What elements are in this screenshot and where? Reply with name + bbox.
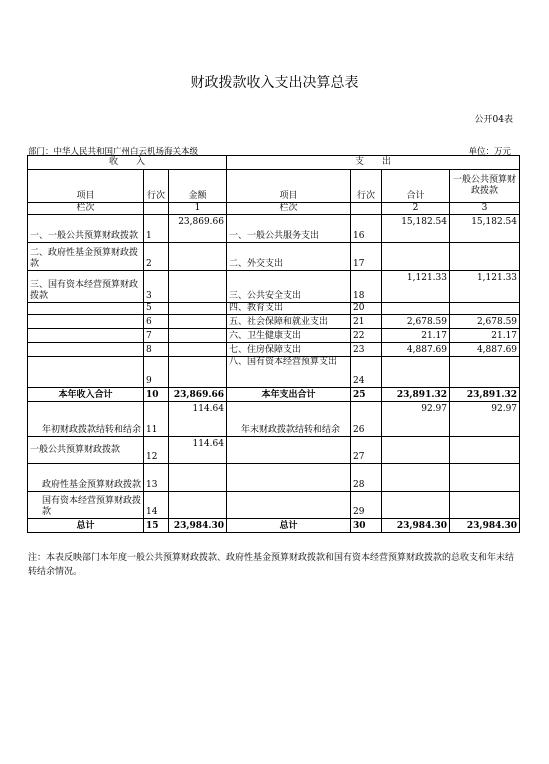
income-amount [169, 329, 227, 343]
table-header-row [28, 156, 520, 170]
income-item: 三、国有资本经营预算财政拨款 [28, 271, 144, 303]
expense-total [382, 492, 450, 519]
table-row [28, 357, 520, 388]
income-amount [169, 492, 227, 519]
income-item: 国有资本经营预算财政拨款 [28, 492, 144, 519]
expense-rowno: 23 [351, 343, 382, 357]
expense-rowno: 22 [351, 329, 382, 343]
income-rowno: 15 [144, 519, 169, 533]
income-item: 年初财政拨款结转和结余 [28, 402, 144, 437]
expense-total-header: 合计 [382, 170, 450, 203]
income-item-header: 项目 [28, 170, 144, 203]
expense-rowno: 21 [351, 315, 382, 329]
income-amount [169, 271, 227, 303]
income-rowno: 14 [144, 492, 169, 519]
table-header-row [28, 170, 520, 203]
col-label: 栏次 [227, 203, 351, 215]
income-amount [169, 315, 227, 329]
income-amount [169, 343, 227, 357]
expense-total: 92.97 [382, 402, 450, 437]
income-amount: 23,984.30 [169, 519, 227, 533]
col-index-1: 1 [169, 203, 227, 215]
income-item [28, 357, 144, 388]
income-item: 一、一般公共预算财政拨款 [28, 215, 144, 243]
col-index-2: 2 [382, 203, 450, 215]
income-item: 二、政府性基金预算财政拨款 [28, 243, 144, 271]
expense-total [382, 464, 450, 492]
expense-item [227, 437, 351, 464]
table-row [28, 519, 520, 533]
table-row [28, 243, 520, 271]
table-row [28, 329, 520, 343]
expense-rowno: 30 [351, 519, 382, 533]
expense-item: 六、卫生健康支出 [227, 329, 351, 343]
expense-rowno-header: 行次 [351, 170, 382, 203]
income-amount: 114.64 [169, 437, 227, 464]
form-number: 公开04表 [474, 115, 513, 125]
expense-item-header: 项目 [227, 170, 351, 203]
expense-item: 三、公共安全支出 [227, 271, 351, 303]
income-rowno: 6 [144, 315, 169, 329]
expense-general: 15,182.54 [450, 215, 520, 243]
expense-total: 1,121.33 [382, 271, 450, 303]
expense-general-header: 一般公共预算财政拨款 [450, 170, 520, 203]
income-amount: 23,869.66 [169, 215, 227, 243]
expense-total [382, 357, 450, 388]
department-label: 部门：中华人民共和国广州白云机场海关本级 [28, 147, 199, 157]
expense-item: 本年支出合计 [227, 388, 351, 402]
expense-item [227, 492, 351, 519]
expense-item: 四、教育支出 [227, 303, 351, 315]
expense-rowno: 28 [351, 464, 382, 492]
table-row [28, 437, 520, 464]
expense-total: 23,984.30 [382, 519, 450, 533]
expense-total: 4,887.69 [382, 343, 450, 357]
footnote: 注：本表反映部门本年度一般公共预算财政拨款、政府性基金预算财政拨款和国有资本经营预算财政拨款的总收支和年末结转结余情况。 [28, 553, 515, 577]
income-rowno: 7 [144, 329, 169, 343]
table-row [28, 215, 520, 243]
income-item: 总计 [28, 519, 144, 533]
expense-item: 一、一般公共服务支出 [227, 215, 351, 243]
expense-general: 23,984.30 [450, 519, 520, 533]
expense-rowno: 20 [351, 303, 382, 315]
expense-rowno: 27 [351, 437, 382, 464]
income-rowno: 9 [144, 357, 169, 388]
expense-total: 21.17 [382, 329, 450, 343]
table-row [28, 343, 520, 357]
income-rowno: 2 [144, 243, 169, 271]
income-header: 收 入 [28, 156, 227, 170]
income-rowno: 1 [144, 215, 169, 243]
income-rowno: 12 [144, 437, 169, 464]
expense-item [227, 464, 351, 492]
empty-cell [144, 203, 169, 215]
page-title: 财政拨款收入支出决算总表 [190, 75, 359, 91]
unit-label: 单位：万元 [468, 147, 511, 157]
column-index-row [28, 203, 520, 215]
table-row [28, 388, 520, 402]
income-rowno: 13 [144, 464, 169, 492]
expense-rowno: 26 [351, 402, 382, 437]
table-row [28, 271, 520, 303]
income-amount [169, 464, 227, 492]
income-amount: 114.64 [169, 402, 227, 437]
income-item: 一般公共预算财政拨款 [28, 437, 144, 464]
expense-total: 23,891.32 [382, 388, 450, 402]
income-amount [169, 303, 227, 315]
budget-table [27, 155, 520, 533]
income-rowno: 3 [144, 271, 169, 303]
expense-general [450, 357, 520, 388]
expense-general: 23,891.32 [450, 388, 520, 402]
expense-general [450, 492, 520, 519]
expense-total [382, 243, 450, 271]
expense-general [450, 437, 520, 464]
expense-general: 1,121.33 [450, 271, 520, 303]
expense-general [450, 303, 520, 315]
table-row [28, 402, 520, 437]
expense-general: 2,678.59 [450, 315, 520, 329]
income-rowno: 10 [144, 388, 169, 402]
expense-general: 4,887.69 [450, 343, 520, 357]
table-row [28, 464, 520, 492]
expense-rowno: 16 [351, 215, 382, 243]
income-rowno: 11 [144, 402, 169, 437]
empty-cell [351, 203, 382, 215]
expense-header: 支 出 [227, 156, 520, 170]
income-item: 政府性基金预算财政拨款 [28, 464, 144, 492]
expense-total: 15,182.54 [382, 215, 450, 243]
income-amount-header: 金额 [169, 170, 227, 203]
expense-rowno: 29 [351, 492, 382, 519]
expense-item: 七、住房保障支出 [227, 343, 351, 357]
income-item [28, 343, 144, 357]
income-item [28, 303, 144, 315]
table-row [28, 315, 520, 329]
income-amount [169, 357, 227, 388]
income-amount [169, 243, 227, 271]
expense-general: 21.17 [450, 329, 520, 343]
expense-item: 八、国有资本经营预算支出 [227, 357, 351, 388]
expense-general [450, 464, 520, 492]
expense-total [382, 437, 450, 464]
income-item [28, 315, 144, 329]
col-label: 栏次 [28, 203, 144, 215]
expense-item: 二、外交支出 [227, 243, 351, 271]
income-rowno: 8 [144, 343, 169, 357]
expense-item: 五、社会保障和就业支出 [227, 315, 351, 329]
expense-general [450, 243, 520, 271]
expense-total: 2,678.59 [382, 315, 450, 329]
expense-item: 总计 [227, 519, 351, 533]
income-rowno: 5 [144, 303, 169, 315]
table-row [28, 303, 520, 315]
income-item [28, 329, 144, 343]
expense-rowno: 25 [351, 388, 382, 402]
expense-total [382, 303, 450, 315]
expense-rowno: 24 [351, 357, 382, 388]
expense-rowno: 17 [351, 243, 382, 271]
table-row [28, 492, 520, 519]
expense-rowno: 18 [351, 271, 382, 303]
income-rowno-header: 行次 [144, 170, 169, 203]
col-index-3: 3 [450, 203, 520, 215]
income-item: 本年收入合计 [28, 388, 144, 402]
expense-item: 年末财政拨款结转和结余 [227, 402, 351, 437]
expense-general: 92.97 [450, 402, 520, 437]
income-amount: 23,869.66 [169, 388, 227, 402]
